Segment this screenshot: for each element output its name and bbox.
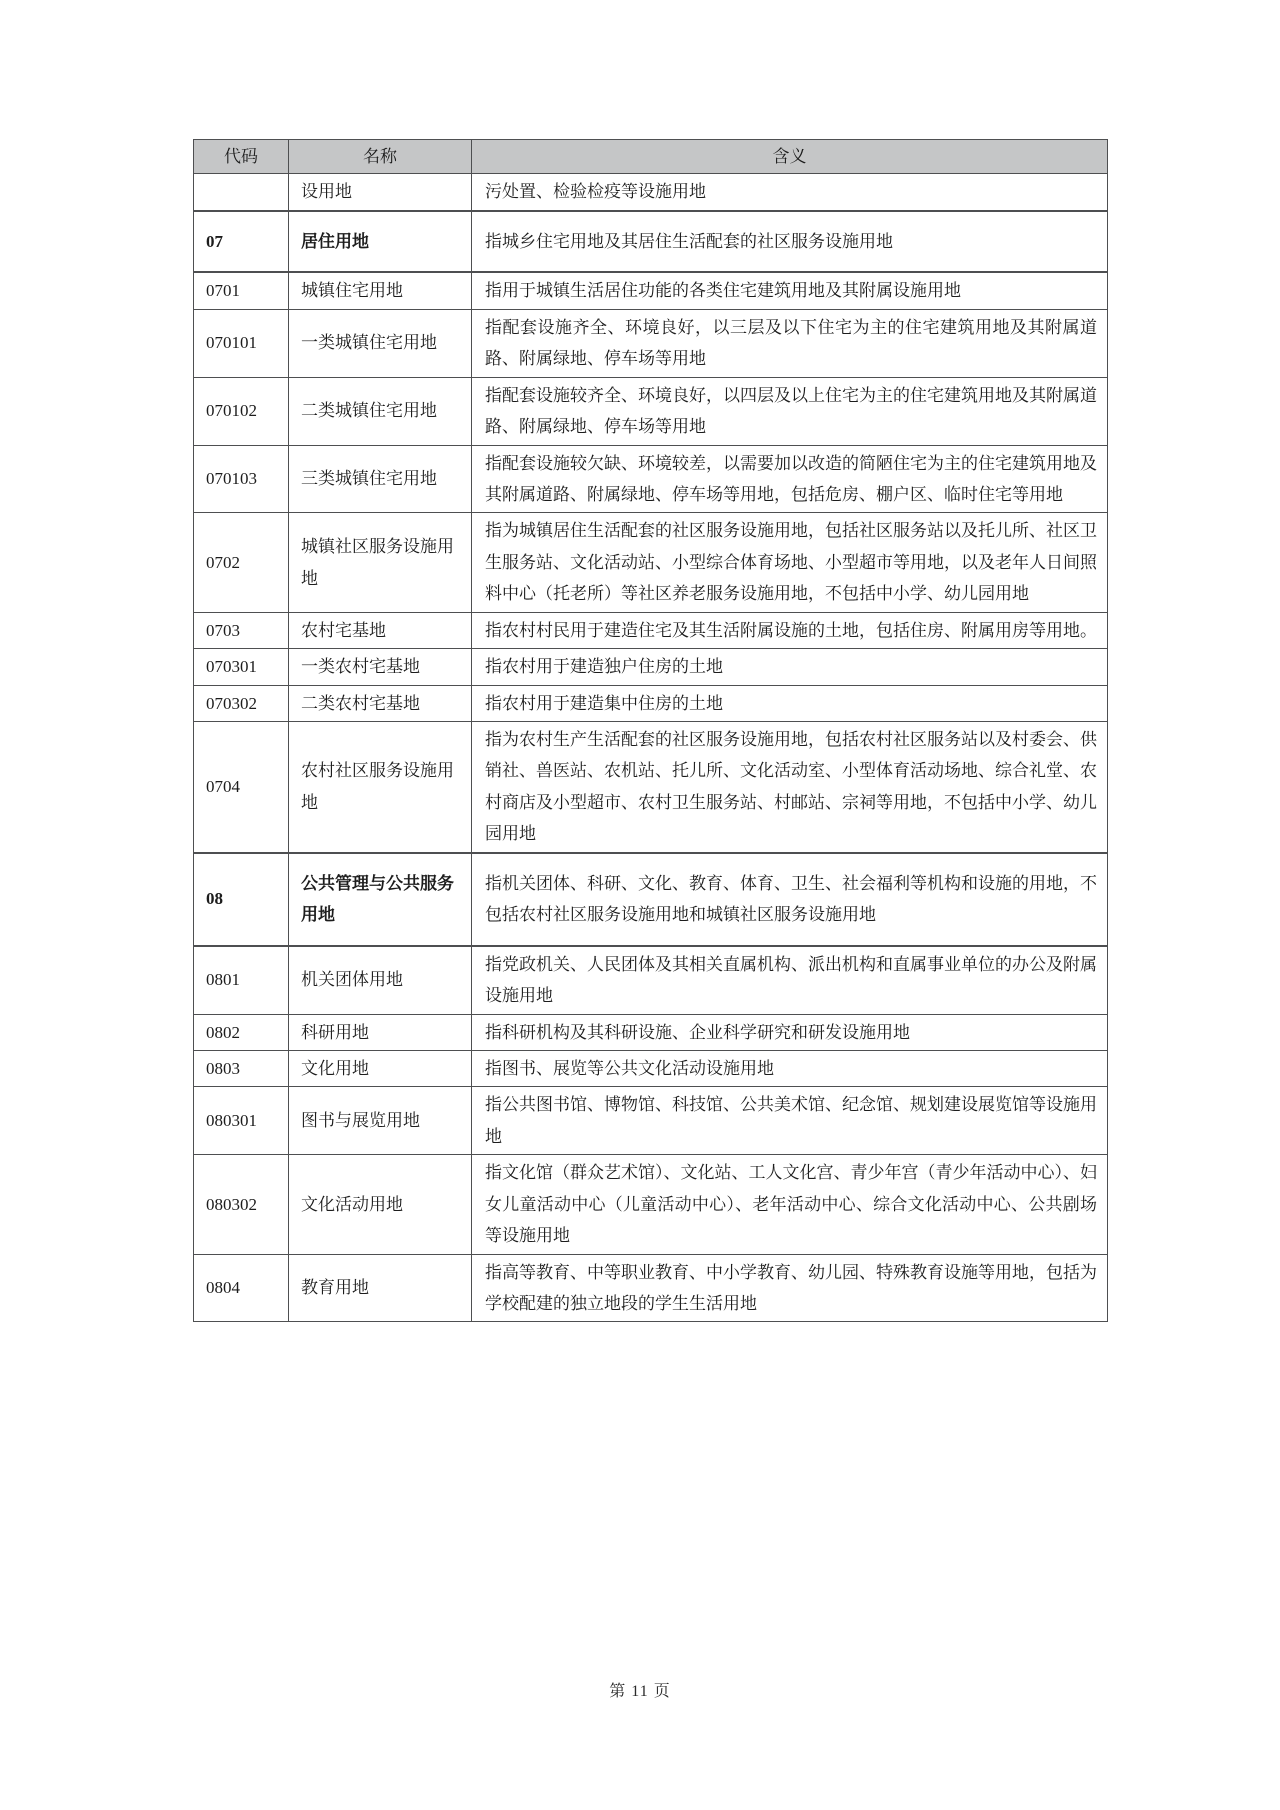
header-cell-name: 名称 — [289, 140, 472, 174]
table-row — [194, 1087, 1108, 1155]
table-row — [194, 853, 1108, 946]
table-row — [194, 1014, 1108, 1050]
cell-name: 城镇社区服务设施用地 — [289, 513, 472, 612]
cell-code: 070301 — [194, 649, 289, 685]
table-row — [194, 1254, 1108, 1322]
header-cell-code: 代码 — [194, 140, 289, 174]
cell-name: 居住用地 — [289, 211, 472, 272]
table-row — [194, 946, 1108, 1014]
cell-meaning: 指农村村民用于建造住宅及其生活附属设施的土地，包括住房、附属用房等用地。 — [472, 612, 1108, 648]
cell-meaning: 指高等教育、中等职业教育、中小学教育、幼儿园、特殊教育设施等用地，包括为学校配建的独立地段的学生生活用地 — [472, 1254, 1108, 1322]
cell-meaning: 指用于城镇生活居住功能的各类住宅建筑用地及其附属设施用地 — [472, 272, 1108, 309]
table-row — [194, 649, 1108, 685]
table-row — [194, 722, 1108, 853]
cell-code: 07 — [194, 211, 289, 272]
cell-meaning: 指农村用于建造集中住房的土地 — [472, 685, 1108, 721]
cell-meaning: 指机关团体、科研、文化、教育、体育、卫生、社会福利等机构和设施的用地，不包括农村社区服务设施用地和城镇社区服务设施用地 — [472, 853, 1108, 946]
cell-meaning: 指配套设施较齐全、环境良好，以四层及以上住宅为主的住宅建筑用地及其附属道路、附属绿地、停车场等用地 — [472, 377, 1108, 445]
cell-code: 080301 — [194, 1087, 289, 1155]
cell-code: 070302 — [194, 685, 289, 721]
cell-name: 公共管理与公共服务用地 — [289, 853, 472, 946]
table-row — [194, 513, 1108, 612]
table-row — [194, 211, 1108, 272]
cell-name: 科研用地 — [289, 1014, 472, 1050]
cell-code: 08 — [194, 853, 289, 946]
cell-code: 0802 — [194, 1014, 289, 1050]
table-row — [194, 272, 1108, 309]
table-row — [194, 377, 1108, 445]
cell-meaning: 指配套设施齐全、环境良好，以三层及以下住宅为主的住宅建筑用地及其附属道路、附属绿地、停车场等用地 — [472, 309, 1108, 377]
cell-name: 图书与展览用地 — [289, 1087, 472, 1155]
cell-meaning: 指图书、展览等公共文化活动设施用地 — [472, 1050, 1108, 1086]
cell-meaning: 污处置、检验检疫等设施用地 — [472, 174, 1108, 211]
cell-name: 一类城镇住宅用地 — [289, 309, 472, 377]
cell-code: 0801 — [194, 946, 289, 1014]
cell-meaning: 指科研机构及其科研设施、企业科学研究和研发设施用地 — [472, 1014, 1108, 1050]
cell-name: 文化活动用地 — [289, 1155, 472, 1254]
cell-name: 二类城镇住宅用地 — [289, 377, 472, 445]
table-row — [194, 1050, 1108, 1086]
header-cell-meaning: 含义 — [472, 140, 1108, 174]
table-header — [194, 140, 1108, 174]
cell-meaning: 指城乡住宅用地及其居住生活配套的社区服务设施用地 — [472, 211, 1108, 272]
cell-name: 设用地 — [289, 174, 472, 211]
cell-name: 二类农村宅基地 — [289, 685, 472, 721]
table-row — [194, 309, 1108, 377]
table-header-row — [194, 140, 1108, 174]
cell-code: 080302 — [194, 1155, 289, 1254]
cell-code: 070102 — [194, 377, 289, 445]
table-row — [194, 174, 1108, 211]
cell-meaning: 指配套设施较欠缺、环境较差，以需要加以改造的简陋住宅为主的住宅建筑用地及其附属道路、附属绿地、停车场等用地，包括危房、棚户区、临时住宅等用地 — [472, 445, 1108, 513]
table-row — [194, 685, 1108, 721]
cell-meaning: 指文化馆（群众艺术馆）、文化站、工人文化宫、青少年宫（青少年活动中心）、妇女儿童活动中心（儿童活动中心）、老年活动中心、综合文化活动中心、公共剧场等设施用地 — [472, 1155, 1108, 1254]
cell-name: 一类农村宅基地 — [289, 649, 472, 685]
cell-code: 0804 — [194, 1254, 289, 1322]
table-row — [194, 612, 1108, 648]
cell-code: 0703 — [194, 612, 289, 648]
cell-name: 农村宅基地 — [289, 612, 472, 648]
cell-name: 文化用地 — [289, 1050, 472, 1086]
cell-meaning: 指为城镇居住生活配套的社区服务设施用地，包括社区服务站以及托儿所、社区卫生服务站、文化活动站、小型综合体育场地、小型超市等用地，以及老年人日间照料中心（托老所）等社区养老服务设施用地，不包括中小学、幼儿园用地 — [472, 513, 1108, 612]
cell-meaning: 指公共图书馆、博物馆、科技馆、公共美术馆、纪念馆、规划建设展览馆等设施用地 — [472, 1087, 1108, 1155]
cell-meaning: 指为农村生产生活配套的社区服务设施用地，包括农村社区服务站以及村委会、供销社、兽医站、农机站、托儿所、文化活动室、小型体育活动场地、综合礼堂、农村商店及小型超市、农村卫生服务站、村邮站、宗祠等用地，不包括中小学、幼儿园用地 — [472, 722, 1108, 853]
table-body — [194, 174, 1108, 1322]
cell-code: 070103 — [194, 445, 289, 513]
table-row — [194, 445, 1108, 513]
cell-meaning: 指党政机关、人民团体及其相关直属机构、派出机构和直属事业单位的办公及附属设施用地 — [472, 946, 1108, 1014]
cell-code: 0701 — [194, 272, 289, 309]
cell-code: 0803 — [194, 1050, 289, 1086]
cell-code: 0702 — [194, 513, 289, 612]
land-use-code-table — [193, 139, 1108, 1322]
cell-name: 教育用地 — [289, 1254, 472, 1322]
cell-name: 农村社区服务设施用地 — [289, 722, 472, 853]
cell-code: 070101 — [194, 309, 289, 377]
cell-name: 三类城镇住宅用地 — [289, 445, 472, 513]
cell-code — [194, 174, 289, 211]
cell-code: 0704 — [194, 722, 289, 853]
page-number: 第 11 页 — [609, 1683, 671, 1700]
cell-name: 机关团体用地 — [289, 946, 472, 1014]
cell-name: 城镇住宅用地 — [289, 272, 472, 309]
cell-meaning: 指农村用于建造独户住房的土地 — [472, 649, 1108, 685]
table-row — [194, 1155, 1108, 1254]
